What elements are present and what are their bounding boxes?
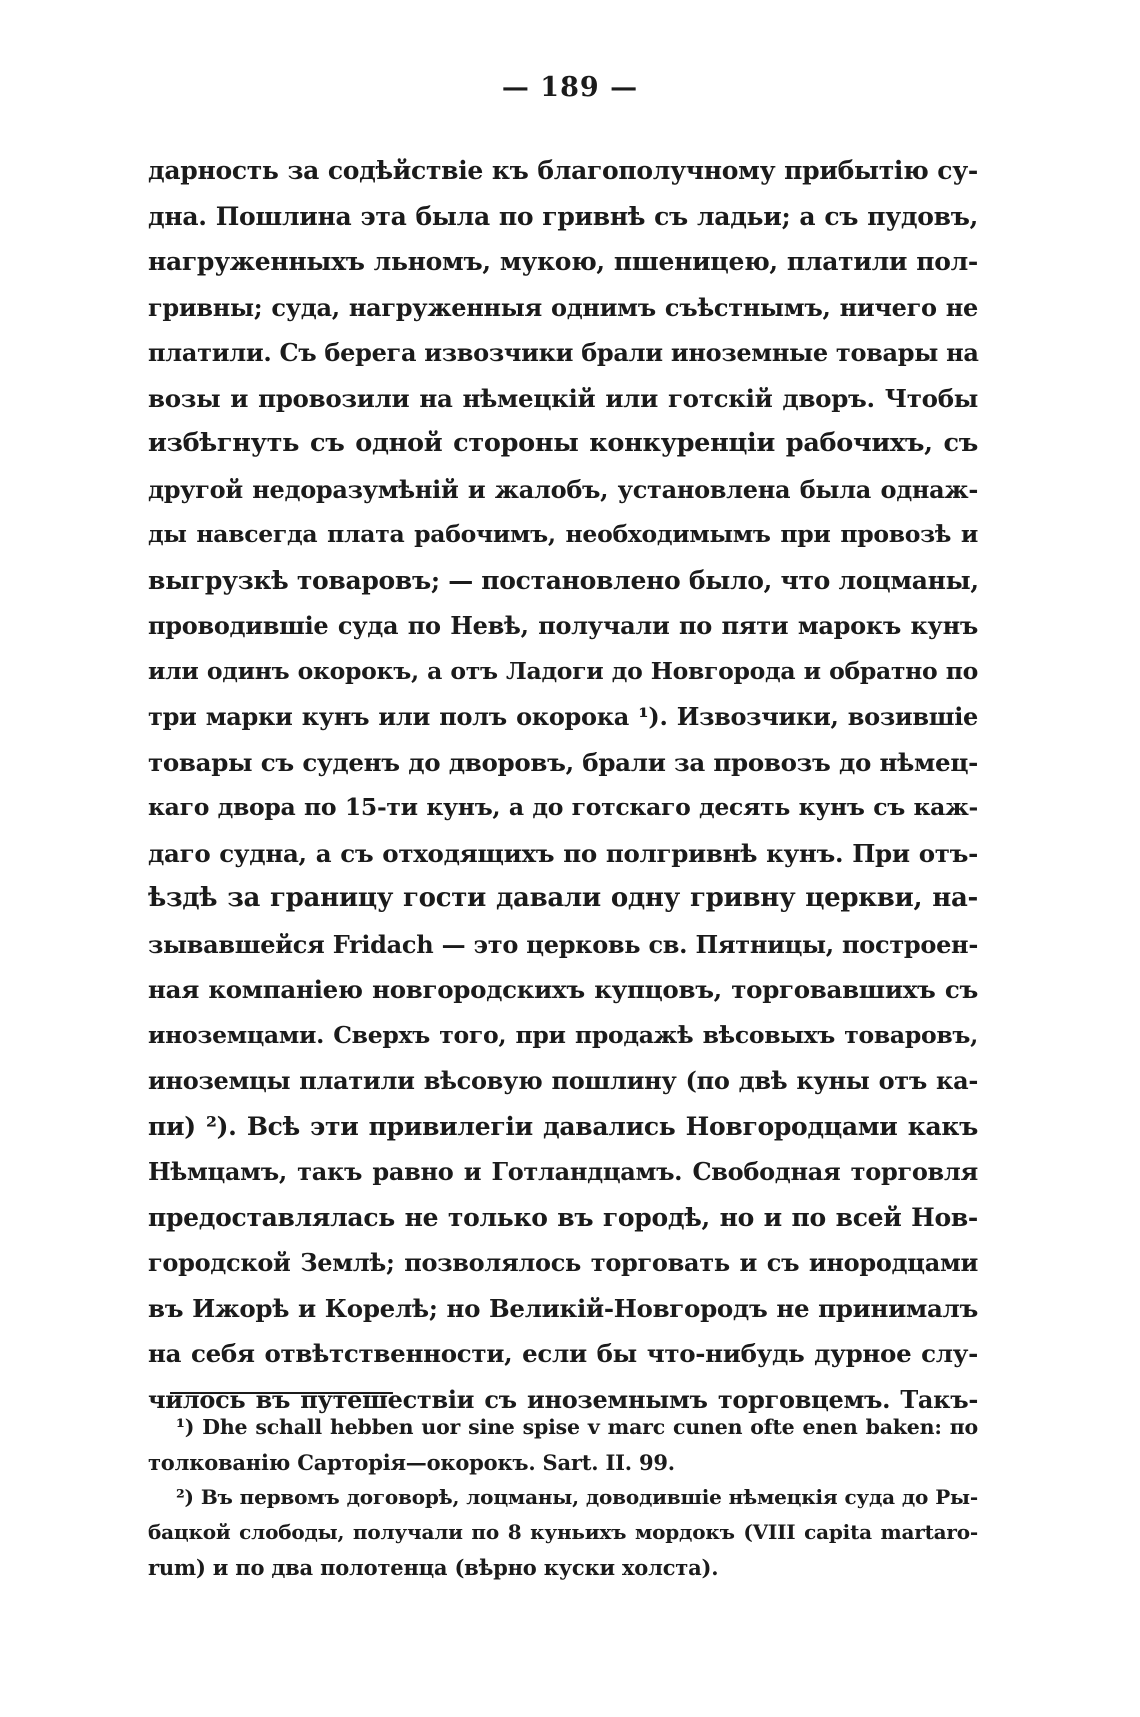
text-line: иноземцами. Сверхъ того, при продажѣ вѣсовыхъ товаровъ, [148,1020,978,1049]
text-line: нагруженныхъ льномъ, мукою, пшеницею, платили пол- [148,247,978,276]
text-line: въ Ижорѣ и Корелѣ; но Великій-Новгородъ не принималъ [148,1293,978,1323]
text-line: предоставлялась не только въ городѣ, но и по всей Нов- [148,1202,978,1232]
text-line: даго судна, а съ отходящихъ по полгривнѣ кунъ. При отъ- [148,838,978,868]
text-line: каго двора по 15-ти кунъ, а до готскаго десять кунъ съ каж- [148,793,978,821]
text-line: другой недоразумѣній и жалобъ, установлена была однаж- [148,474,978,504]
text-line: зывавшейся Fridach — это церковь св. Пятницы, построен- [148,929,978,959]
text-line: дарность за содѣйствіе къ благополучному прибытію су- [148,156,978,185]
footnote-line: толкованію Сарторія—окорокъ. Sart. II. 99. [148,1450,675,1475]
text-line: избѣгнуть съ одной стороны конкуренціи рабочихъ, съ [148,428,978,458]
footnote-divider [170,1392,393,1394]
text-line: чилось въ путешествіи съ иноземнымъ торговцемъ. Такъ- [148,1384,978,1414]
text-line: возы и провозили на нѣмецкій или готскій дворъ. Чтобы [148,383,978,413]
text-line: выгрузкѣ товаровъ; — постановлено было, что лоцманы, [148,565,979,595]
text-line: ная компаніею новгородскихъ купцовъ, торговавшихъ съ [148,975,978,1004]
footnote-line: ¹) Dhe schall hebben uor sine spise v marc cunen ofte enen baken: по [176,1415,978,1439]
page-number: — 189 — [501,72,639,103]
text-line: на себя отвѣтственности, если бы что-нибудь дурное слу- [148,1339,978,1368]
text-line: иноземцы платили вѣсовую пошлину (по двѣ куны отъ ка- [148,1066,978,1095]
text-line: три марки кунъ или полъ окорока ¹). Извозчики, возившіе [148,702,978,731]
text-line: проводившіе суда по Невѣ, получали по пяти марокъ кунъ [148,611,978,640]
footnote-line: rum) и по два полотенца (вѣрно куски холста). [148,1555,719,1580]
text-line: дна. Пошлина эта была по гривнѣ съ ладьи; а съ пудовъ, [148,201,978,231]
text-line: городской Землѣ; позволялось торговать и съ инородцами [148,1248,978,1277]
text-line: ды навсегда плата рабочимъ, необходимымъ при провозѣ и [148,520,978,548]
footnote-line: ²) Въ первомъ договорѣ, лоцманы, доводившіе нѣмецкія суда до Ры- [176,1485,978,1509]
footnote-line: бацкой слободы, получали по 8 куньихъ мордокъ (VIII capita martaro- [148,1520,978,1544]
text-line: товары съ суденъ до дворовъ, брали за провозъ до нѣмец- [148,747,978,777]
text-line: платили. Съ берега извозчики брали иноземные товары на [148,338,979,367]
footnotes [148,1410,978,1585]
body-text [148,148,978,1422]
text-line: гривны; суда, нагруженныя однимъ съѣстнымъ, ничего не [148,292,978,322]
text-line: ѣздѣ за границу гости давали одну гривну церкви, на- [148,883,978,913]
text-line: или одинъ окорокъ, а отъ Ладоги до Новгорода и обратно по [148,656,978,685]
text-line: пи) ²). Всѣ эти привилегіи давались Новгородцами какъ [148,1111,978,1141]
text-line: Нѣмцамъ, такъ равно и Готландцамъ. Свободная торговля [148,1157,978,1186]
